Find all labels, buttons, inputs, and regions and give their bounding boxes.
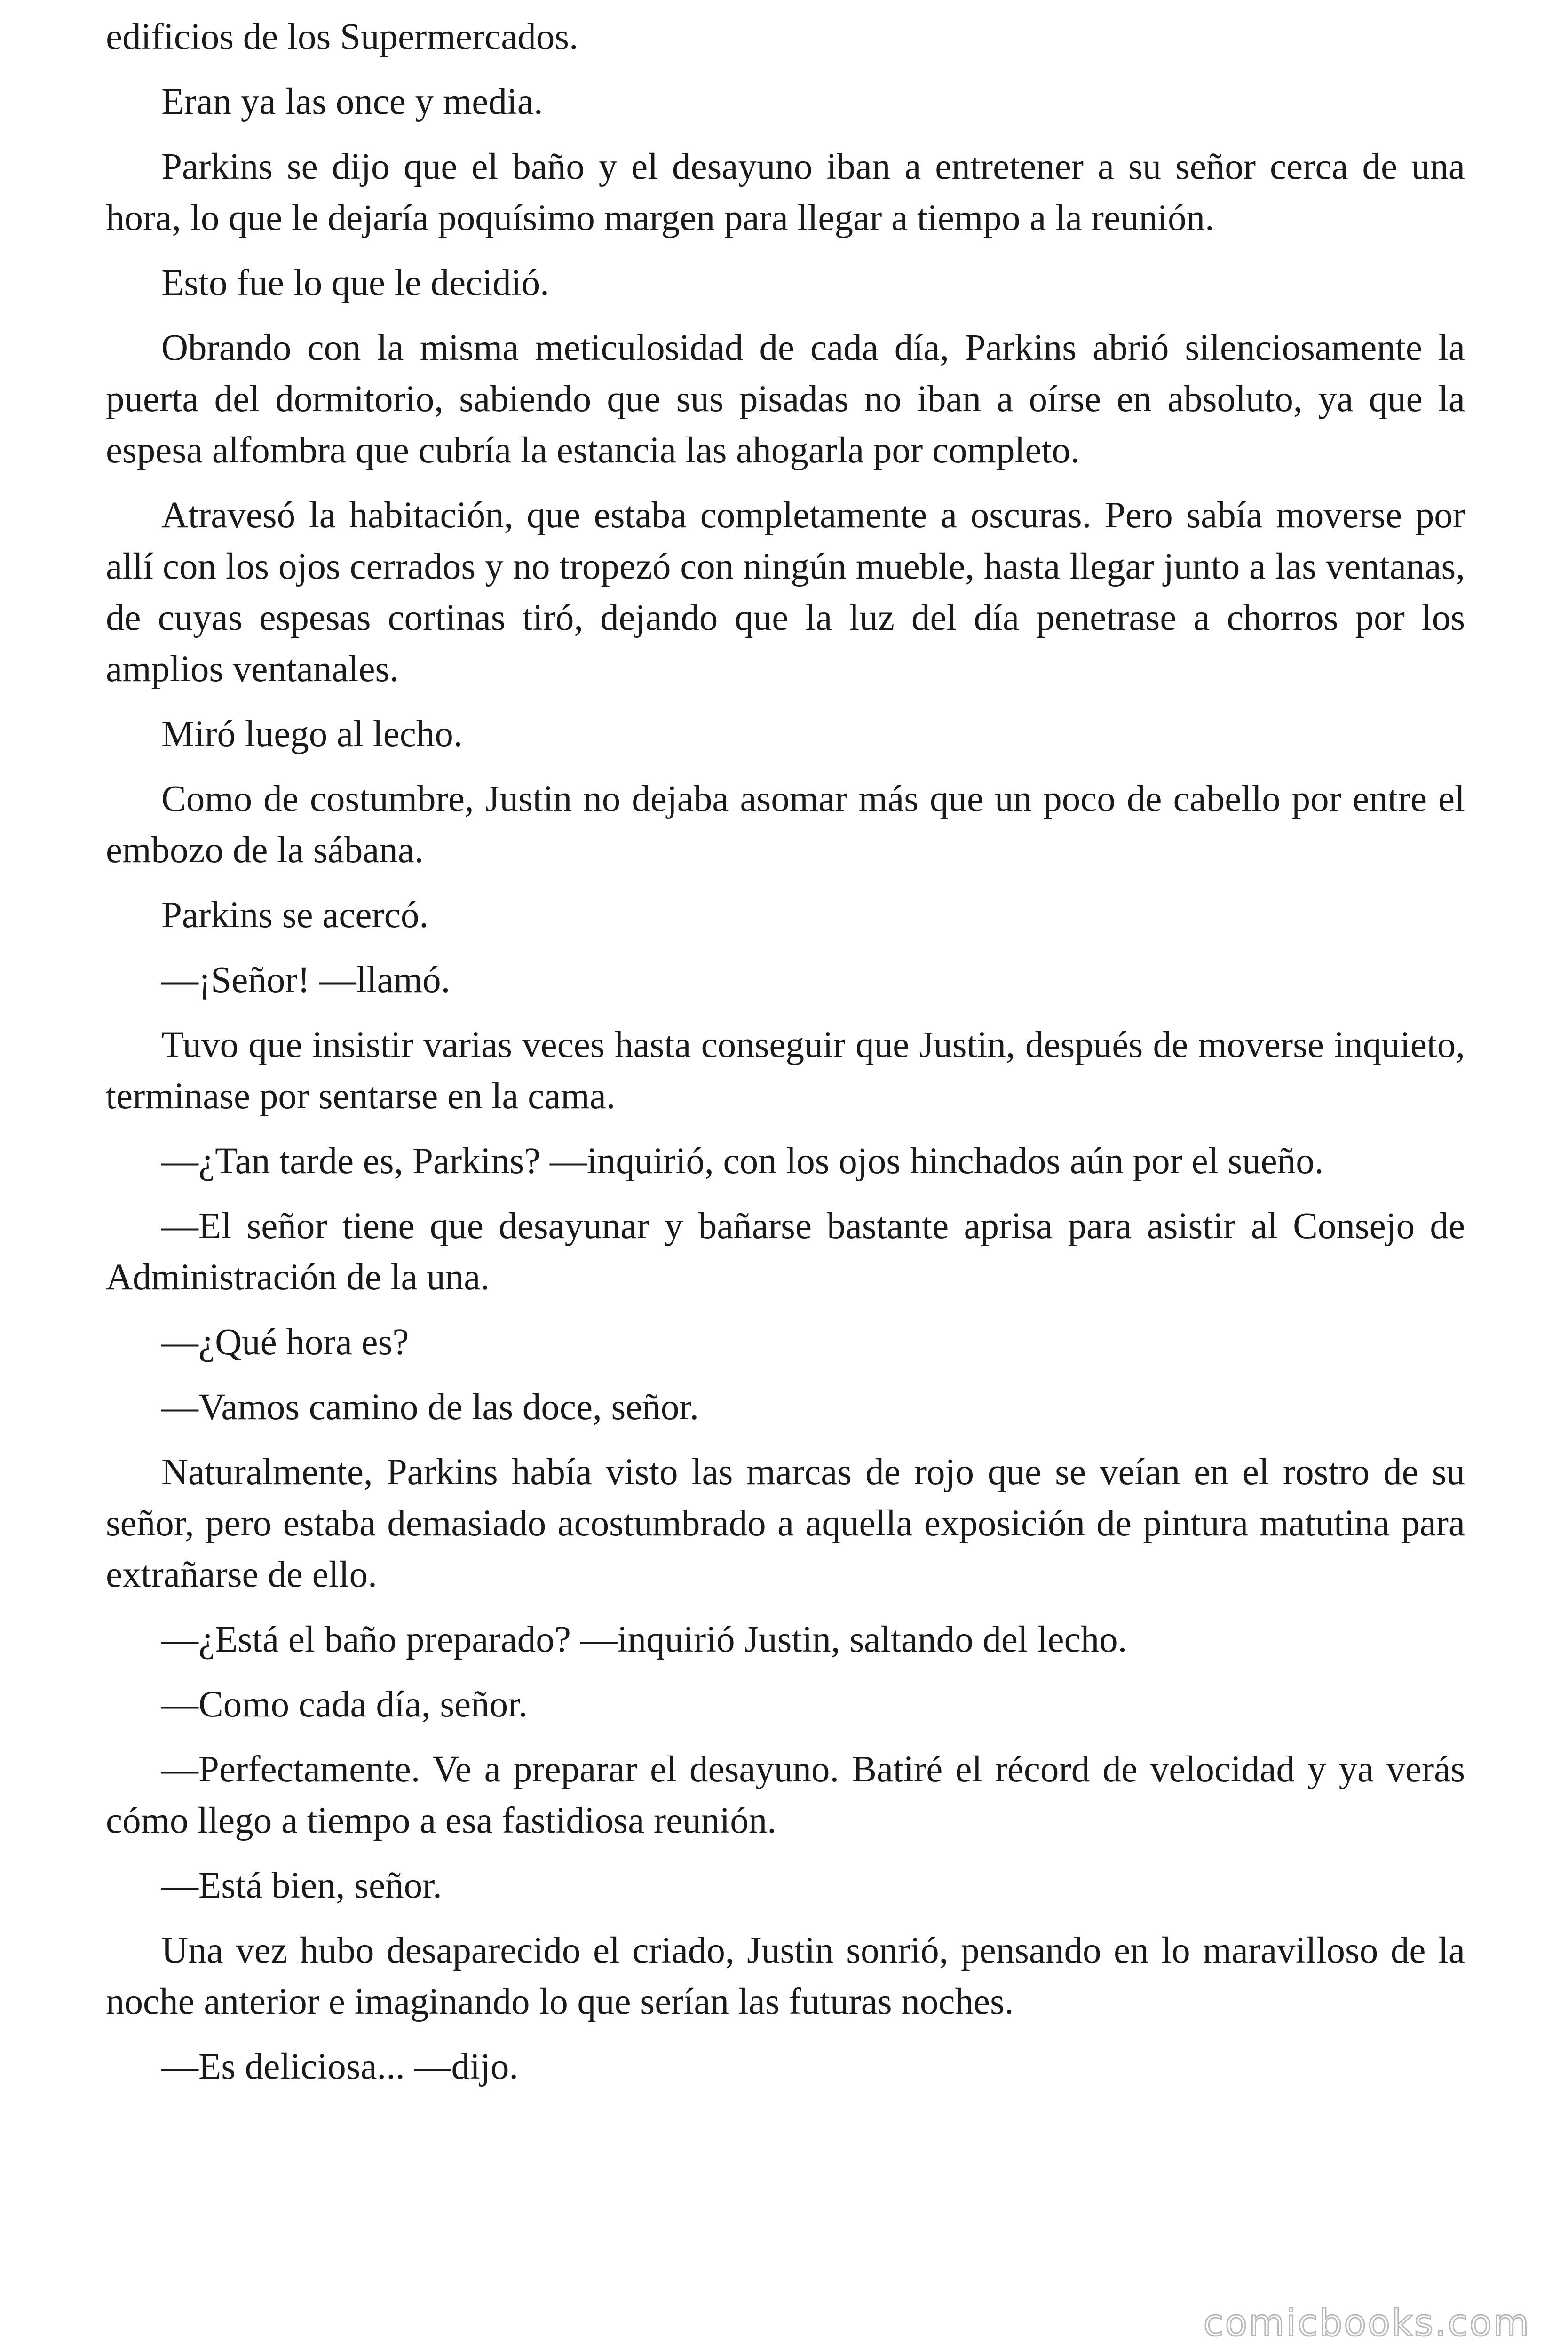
paragraph: —Es deliciosa... —dijo. — [161, 2046, 519, 2087]
paragraph: Como de costumbre, Justin no dejaba asomar más que un poco de cabello por entre el embozo de la sábana. — [106, 779, 1465, 871]
paragraph: —Perfectamente. Ve a preparar el desayuno. Batiré el récord de velocidad y ya verás cómo llego a tiempo a esa fastidiosa reunión. — [106, 1749, 1465, 1841]
paragraph: Eran ya las once y media. — [161, 81, 543, 122]
paragraph: Parkins se acercó. — [161, 895, 429, 936]
paragraph: Atravesó la habitación, que estaba completamente a oscuras. Pero sabía moverse por allí con los ojos cerrados y no tropezó con ningún mueble, hasta llegar junto a las ventanas, de cuyas espesas cortinas tiró, dejando que la luz del día penetrase a chorros por los amplios ventanales. — [106, 495, 1465, 690]
paragraph: —¡Señor! —llamó. — [161, 960, 451, 1001]
paragraph: —¿Qué hora es? — [161, 1322, 409, 1363]
paragraph: Naturalmente, Parkins había visto las marcas de rojo que se veían en el rostro de su señor, pero estaba demasiado acostumbrado a aquella exposición de pintura matutina para extrañarse de ello. — [106, 1452, 1465, 1595]
paragraph: —Vamos camino de las doce, señor. — [161, 1387, 699, 1428]
paragraph: —El señor tiene que desayunar y bañarse bastante aprisa para asistir al Consejo de Administración de la una. — [106, 1206, 1465, 1298]
paragraph: —¿Tan tarde es, Parkins? —inquirió, con los ojos hinchados aún por el sueño. — [161, 1141, 1324, 1182]
paragraph: Esto fue lo que le decidió. — [161, 262, 549, 303]
paragraph: edificios de los Supermercados. — [106, 16, 578, 57]
paragraph: Parkins se dijo que el baño y el desayuno iban a entretener a su señor cerca de una hora, lo que le dejaría poquísimo margen para llegar a tiempo a la reunión. — [106, 146, 1465, 238]
watermark: comicbooks.com — [1203, 2302, 1530, 2344]
paragraph: —¿Está el baño preparado? —inquirió Justin, saltando del lecho. — [161, 1619, 1127, 1660]
paragraph: Una vez hubo desaparecido el criado, Justin sonrió, pensando en lo maravilloso de la noche anterior e imaginando lo que serían las futuras noches. — [106, 1930, 1465, 2022]
paragraph: Obrando con la misma meticulosidad de cada día, Parkins abrió silenciosamente la puerta del dormitorio, sabiendo que sus pisadas no iban a oírse en absoluto, ya que la espesa alfombra que cubría la estancia las ahogarla por completo. — [106, 327, 1465, 471]
paragraph: —Está bien, señor. — [161, 1865, 442, 1906]
paragraph: Tuvo que insistir varias veces hasta conseguir que Justin, después de moverse inquieto, terminase por sentarse en la cama. — [106, 1025, 1465, 1117]
paragraph: —Como cada día, señor. — [161, 1684, 528, 1725]
paragraph: Miró luego al lecho. — [161, 714, 463, 755]
document-page — [106, 11, 1465, 2106]
